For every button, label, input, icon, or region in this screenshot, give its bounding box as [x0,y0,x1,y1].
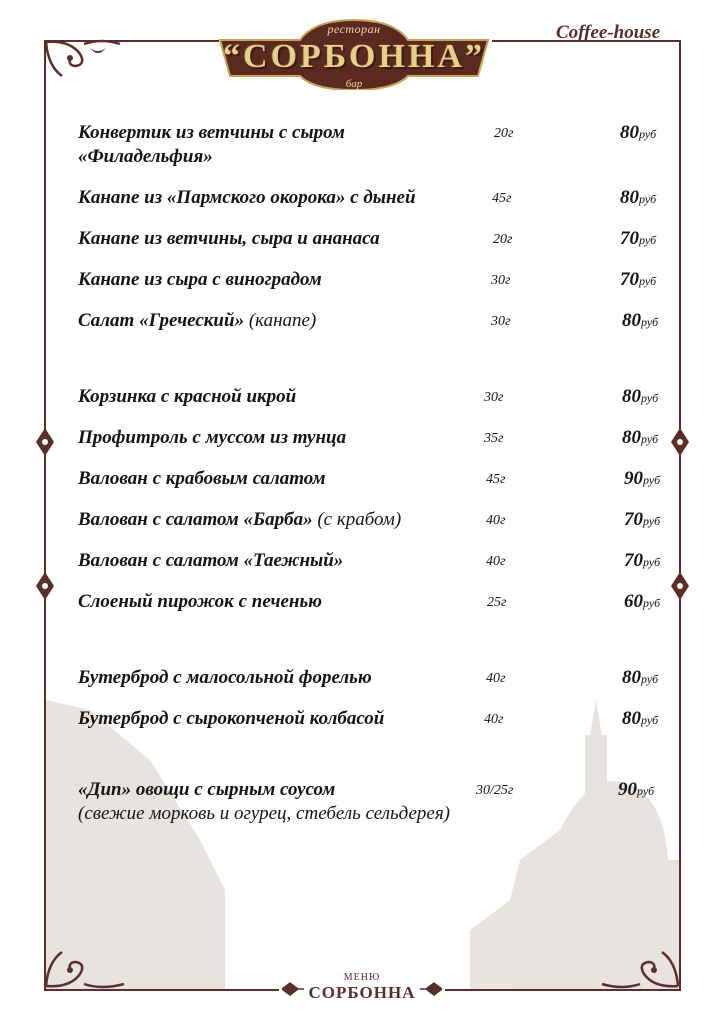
item-description: (свежие морковь и огурец, стебель сельдерея) [78,803,451,824]
logo-restaurant-label: ресторан [327,22,381,36]
item-price: 70руб [620,269,657,290]
item-weight: 25г [487,595,507,610]
footer-menu-label: МЕНЮ [343,972,381,983]
item-name: Корзинка с красной икрой [78,386,297,407]
item-weight: 20г [494,126,514,141]
menu-item [0,269,724,299]
menu-item [0,468,724,498]
item-name: Салат «Греческий» (канапе) [78,310,317,331]
item-weight: 40г [484,712,504,727]
footer-ornament-left-icon [282,980,304,998]
item-price: 70руб [624,509,661,530]
item-price: 70руб [624,550,661,571]
corner-ornament-bottom-right-icon [600,940,684,992]
item-name: «Дип» овощи с сырным соусом [78,779,336,800]
corner-ornament-bottom-left-icon [40,940,130,992]
item-price: 80руб [620,187,657,208]
footer-ornament-right-icon [420,980,442,998]
item-price: 80руб [622,708,659,729]
menu-item [0,591,724,621]
item-price: 80руб [620,122,657,143]
menu-item [0,187,724,217]
menu-item [0,509,724,539]
restaurant-logo [214,18,494,90]
item-name: Слоеный пирожок с печенью [78,591,323,612]
item-name: Канапе из сыра с виноградом [78,269,322,290]
corner-ornament-top-left-icon [40,36,130,86]
item-weight: 30г [491,273,511,288]
footer-logo [304,972,420,1004]
item-price: 90руб [618,779,655,800]
item-weight: 35г [484,431,504,446]
item-price: 90руб [624,468,661,489]
menu-item [0,122,724,167]
menu-item [0,228,724,258]
item-weight: 45г [492,191,512,206]
item-name: Канапе из «Пармского окорока» с дыней [78,187,416,208]
item-name: Бутерброд с малосольной форелью [78,667,372,688]
item-name: Валован с крабовым салатом [78,468,326,489]
item-name: Бутерброд с сырокопченой колбасой [78,708,385,729]
item-name: Валован с салатом «Барба» (с крабом) [78,509,402,530]
item-weight: 30/25г [476,783,514,798]
menu-item [0,779,724,824]
item-price: 80руб [622,386,659,407]
item-name: Конвертик из ветчины с сыром [78,122,345,143]
menu-item [0,550,724,580]
item-weight: 40г [486,513,506,528]
menu-item [0,310,724,340]
logo-title: “СОРБОННА” [223,38,485,75]
item-name-line-2: «Филадельфия» [78,146,213,167]
footer-title: СОРБОННА [308,983,416,1002]
item-weight: 40г [486,671,506,686]
coffee-house-label: Coffee-house [556,22,661,43]
item-weight: 30г [484,390,504,405]
item-weight: 30г [491,314,511,329]
item-weight: 45г [486,472,506,487]
item-price: 80руб [622,667,659,688]
item-name: Валован с салатом «Таежный» [78,550,344,571]
menu-item [0,708,724,738]
menu-item [0,386,724,416]
item-name: Канапе из ветчины, сыра и ананаса [78,228,380,249]
item-price: 70руб [620,228,657,249]
item-price: 60руб [624,591,661,612]
item-price: 80руб [622,427,659,448]
item-price: 80руб [622,310,659,331]
logo-bar-label: бар [345,78,363,90]
item-note: (канапе) [248,310,317,331]
item-name: Профитроль с муссом из тунца [78,427,347,448]
menu-item [0,427,724,457]
menu-item [0,667,724,697]
item-weight: 40г [486,554,506,569]
item-weight: 20г [493,232,513,247]
item-note: (с крабом) [317,509,402,530]
